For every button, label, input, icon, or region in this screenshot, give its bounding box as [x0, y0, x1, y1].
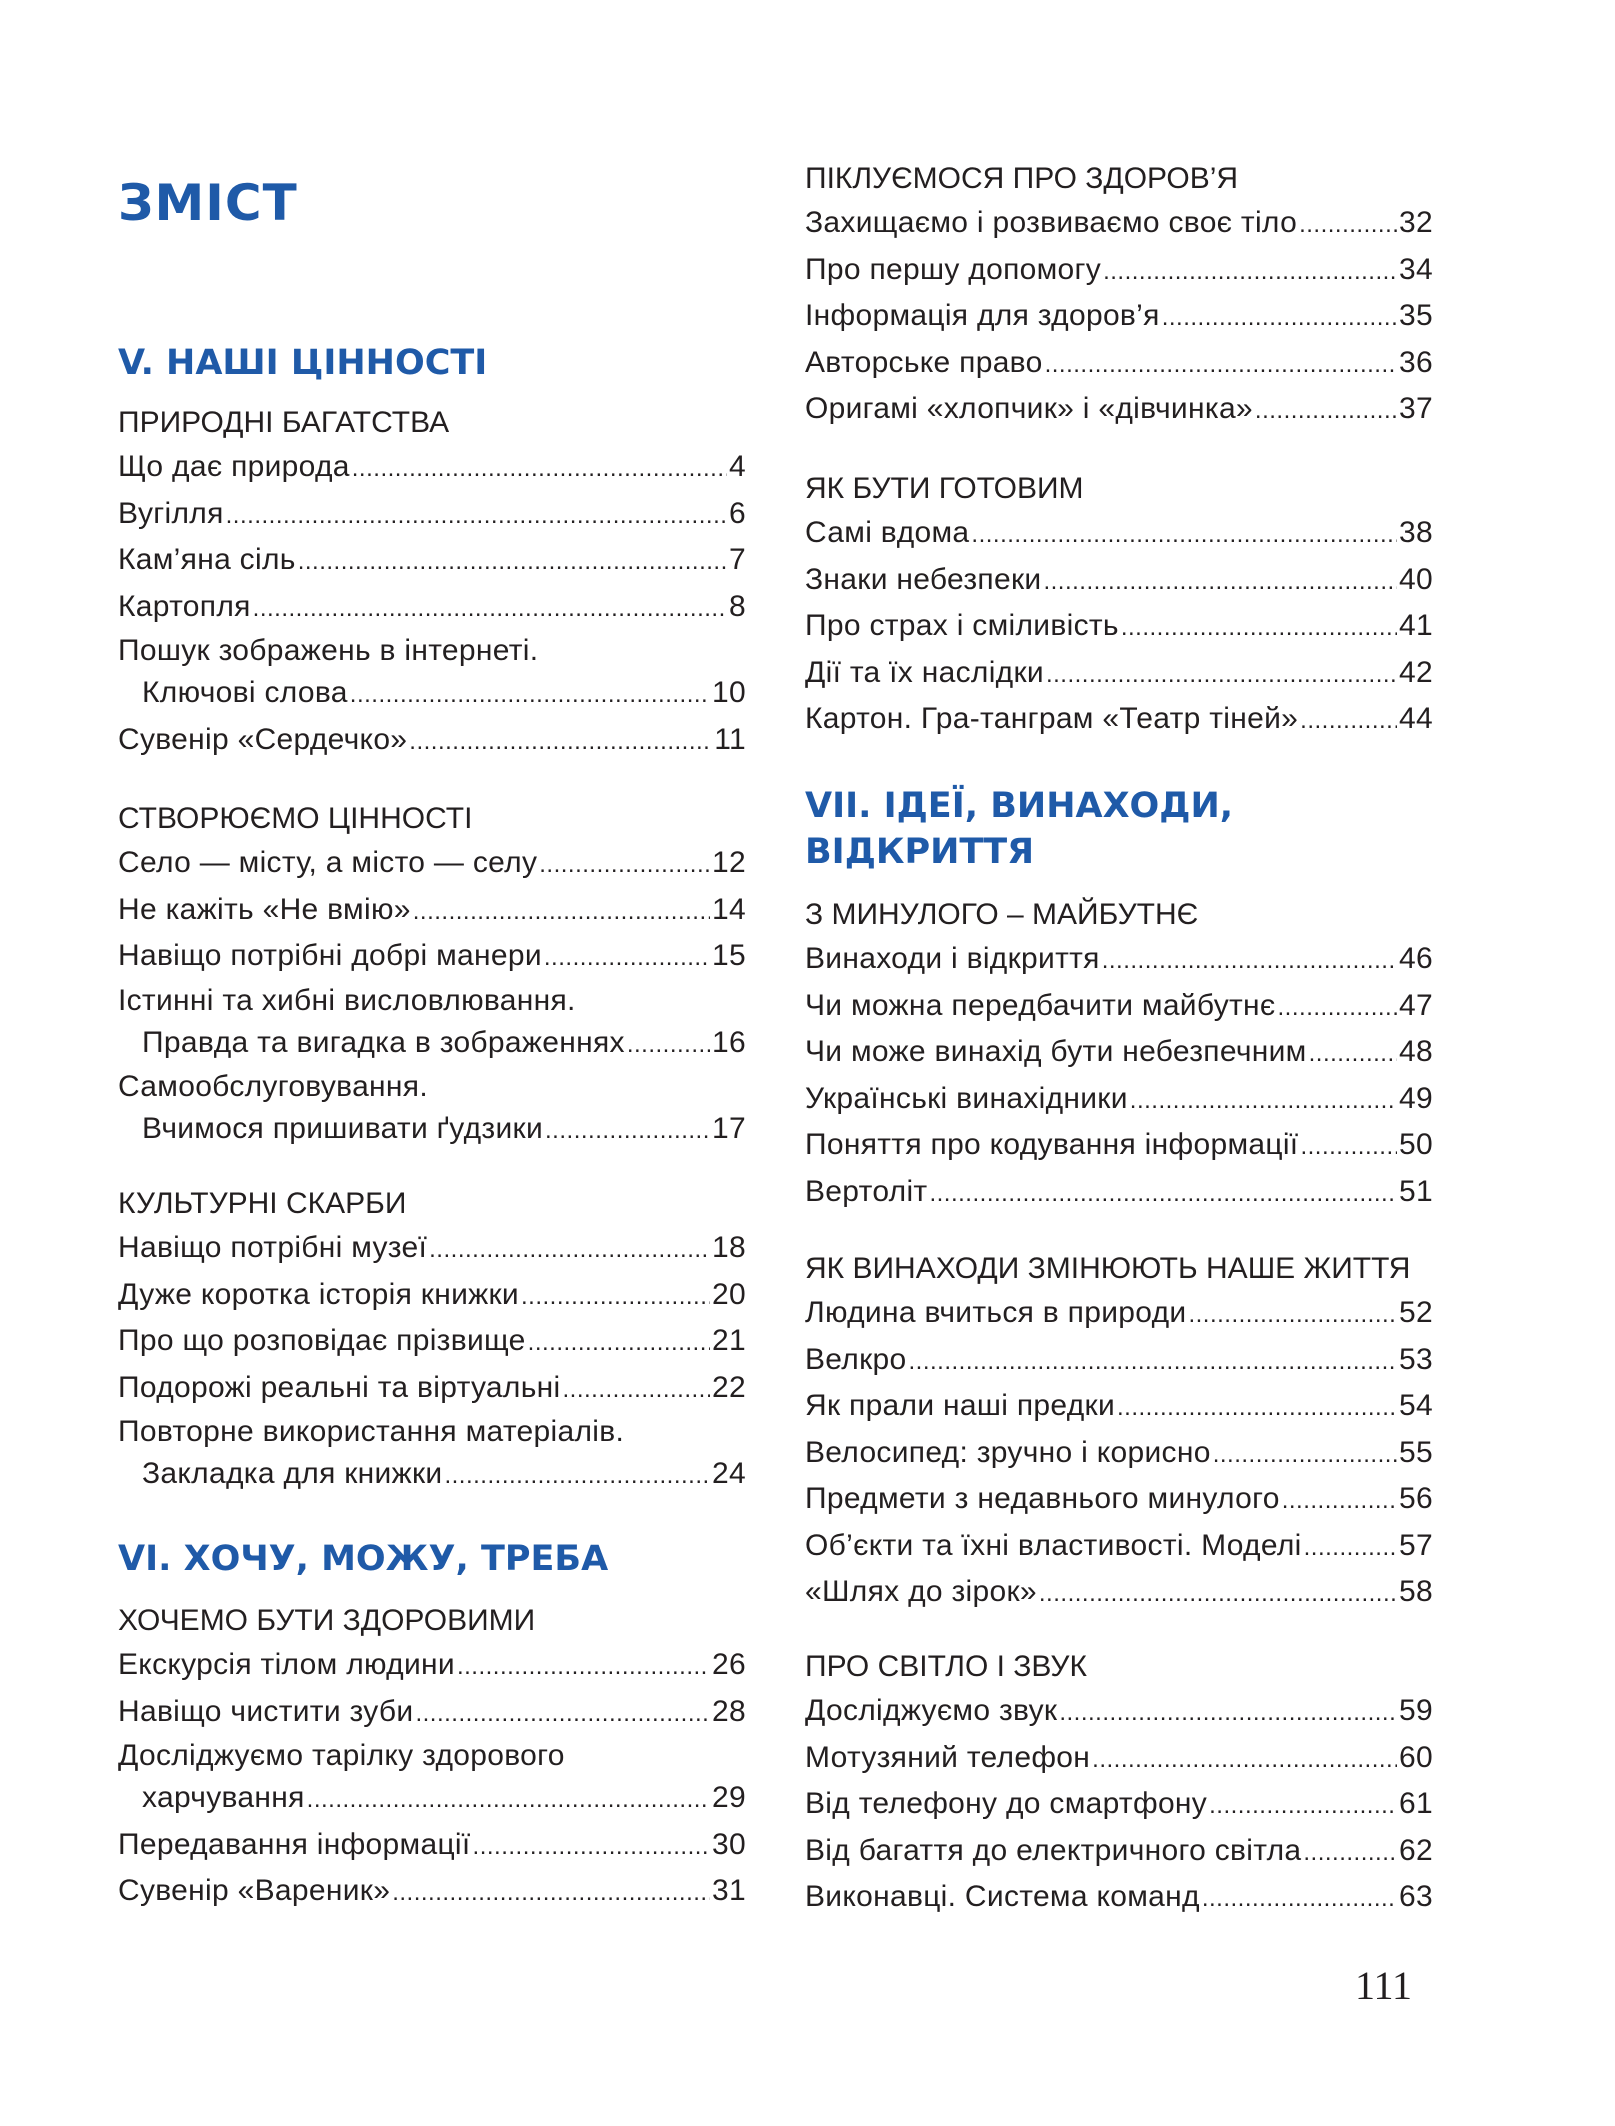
entry-page: 54: [1399, 1389, 1433, 1422]
entry-page: 17: [712, 1112, 746, 1145]
toc-entry[interactable]: [805, 1431, 1433, 1478]
entry-page: 36: [1399, 345, 1433, 379]
section-want-to-be-healthy: [118, 1599, 746, 1916]
entry-title: Людина вчиться в природи: [805, 1296, 1187, 1329]
entry-title: Закладка для книжки: [142, 1457, 443, 1490]
toc-entry[interactable]: [805, 1736, 1433, 1783]
toc-entry[interactable]: [805, 1570, 1433, 1617]
section-title: ЯК БУТИ ГОТОВИМ: [805, 472, 1084, 505]
entry-title: Екскурсія тілом людини: [118, 1648, 455, 1681]
dot-leader: [521, 1275, 710, 1320]
entry-title: Інформація для здоров’я: [805, 299, 1160, 332]
dot-leader: [444, 1454, 710, 1499]
entry-title: Українські винахідники: [805, 1081, 1128, 1115]
toc-entry[interactable]: [805, 697, 1433, 744]
dot-leader: [929, 1172, 1397, 1217]
entry-title: Передавання інформації: [118, 1827, 471, 1861]
dot-leader: [1188, 1293, 1397, 1338]
entry-title: Що дає природа: [118, 450, 350, 483]
entry-title: Кам’яна сіль: [118, 543, 296, 576]
entry-page: 42: [1399, 655, 1433, 689]
dot-leader: [1092, 1738, 1397, 1783]
entry-title: Про страх і сміливість: [805, 609, 1119, 642]
dot-leader: [1130, 1079, 1397, 1124]
entry-page: 59: [1399, 1694, 1433, 1727]
entry-page: 61: [1399, 1787, 1433, 1820]
dot-leader: [1103, 250, 1397, 295]
entry-title-line1: Повторне використання матеріалів.: [118, 1415, 625, 1448]
entry-page: 8: [729, 589, 746, 623]
entry-title-line1: Істинні та хибні висловлювання.: [118, 983, 576, 1017]
entry-title: Від телефону до смартфону: [805, 1787, 1208, 1820]
toc-entry[interactable]: [118, 1412, 746, 1499]
section-title: З МИНУЛОГО – МАЙБУТНЄ: [805, 898, 1199, 931]
entry-page: 20: [712, 1277, 746, 1311]
dot-leader: [298, 540, 727, 585]
toc-entry[interactable]: [118, 538, 746, 585]
part-vii: [805, 783, 1433, 887]
entry-page: 55: [1399, 1435, 1433, 1469]
entry-page: 12: [712, 846, 746, 879]
entry-title: Винаходи і відкриття: [805, 942, 1100, 975]
entry-title: харчування: [142, 1781, 305, 1814]
part-title-line1: VII. ІДЕЇ, ВИНАХОДИ,: [805, 786, 1234, 826]
toc-entry[interactable]: [805, 1170, 1433, 1217]
toc-entry[interactable]: [118, 631, 746, 718]
part-vi: [118, 1536, 746, 1594]
entry-page: 15: [712, 939, 746, 972]
toc-entry[interactable]: [805, 294, 1433, 341]
toc-entry[interactable]: [805, 1782, 1433, 1829]
dot-leader: [392, 1871, 710, 1916]
toc-entry[interactable]: [118, 585, 746, 632]
part-title-line2: ВІДКРИТТЯ: [805, 832, 1035, 872]
part-title: V. НАШІ ЦІННОСТІ: [118, 343, 488, 383]
entry-title: Вчимося пришивати ґудзики: [142, 1112, 544, 1145]
entry-title: Чи можна передбачити майбутнє: [805, 988, 1276, 1022]
dot-leader: [1209, 1784, 1397, 1829]
entry-title: Правда та вигадка в зображеннях: [142, 1025, 625, 1059]
dot-leader: [429, 1228, 710, 1273]
entry-title: Поняття про кодування інформації: [805, 1128, 1299, 1161]
dot-leader: [253, 587, 727, 632]
toc-entry[interactable]: [118, 934, 746, 981]
entry-title: Предмети з недавнього минулого: [805, 1482, 1280, 1515]
toc-entry[interactable]: [805, 511, 1433, 558]
toc-entry[interactable]: [118, 1823, 746, 1870]
section-title: ХОЧЕМО БУТИ ЗДОРОВИМИ: [118, 1604, 536, 1637]
entry-page: 7: [729, 543, 746, 576]
entry-page: 16: [712, 1025, 746, 1059]
page-title: ЗМІСТ: [118, 174, 298, 232]
entry-page: 48: [1399, 1035, 1433, 1068]
entry-title: Картон. Гра-танграм «Театр тіней»: [805, 702, 1299, 735]
section-title: ПРИРОДНІ БАГАТСТВА: [118, 406, 450, 439]
section-natural-wealth: [118, 401, 746, 764]
dot-leader: [539, 843, 710, 888]
entry-page: 62: [1399, 1833, 1433, 1867]
toc-entry[interactable]: [805, 1829, 1433, 1876]
page-number: 111: [1355, 1963, 1413, 2008]
entry-page: 18: [712, 1231, 746, 1264]
entry-page: 6: [729, 496, 746, 530]
dot-leader: [352, 447, 727, 492]
entry-page: 52: [1399, 1296, 1433, 1329]
toc-entry[interactable]: [805, 1291, 1433, 1338]
entry-title: Дуже коротка історія книжки: [118, 1277, 519, 1311]
toc-entry[interactable]: [805, 604, 1433, 651]
entry-page: 21: [712, 1324, 746, 1357]
dot-leader: [1043, 560, 1397, 605]
toc-entry[interactable]: [118, 1736, 746, 1823]
entry-page: 47: [1399, 988, 1433, 1022]
section-title: КУЛЬТУРНІ СКАРБИ: [118, 1187, 407, 1220]
entry-page: 26: [712, 1648, 746, 1681]
dot-leader: [1162, 296, 1397, 341]
section-from-past-future: [805, 893, 1433, 1216]
toc-entry[interactable]: [805, 1030, 1433, 1077]
dot-leader: [1278, 986, 1398, 1031]
dot-leader: [562, 1368, 710, 1413]
entry-title: Сувенір «Вареник»: [118, 1874, 391, 1907]
entry-page: 29: [712, 1781, 746, 1814]
section-title: ПІКЛУЄМОСЯ ПРО ЗДОРОВ’Я: [805, 162, 1239, 195]
toc-entry[interactable]: [805, 984, 1433, 1031]
dot-leader: [528, 1321, 710, 1366]
toc-entry[interactable]: [118, 718, 746, 765]
dot-leader: [544, 936, 710, 981]
entry-title-line1: Досліджуємо тарілку здорового: [118, 1739, 565, 1772]
toc-entry[interactable]: [805, 651, 1433, 698]
section-how-to-be-ready: [805, 467, 1433, 744]
entry-page: 60: [1399, 1740, 1433, 1774]
entry-title: Як прали наші предки: [805, 1389, 1115, 1422]
entry-title: Ключові слова: [142, 676, 348, 709]
entry-page: 49: [1399, 1081, 1433, 1115]
entry-page: 28: [712, 1694, 746, 1728]
entry-page: 14: [712, 892, 746, 926]
entry-title: Оригамі «хлопчик» і «дівчинка»: [805, 392, 1253, 425]
dot-leader: [971, 513, 1397, 558]
entry-page: 58: [1399, 1575, 1433, 1608]
entry-title: Досліджуємо звук: [805, 1694, 1058, 1727]
dot-leader: [1282, 1479, 1397, 1524]
entry-page: 11: [714, 722, 746, 756]
toc-entry[interactable]: [118, 1690, 746, 1737]
toc-entry[interactable]: [118, 888, 746, 935]
toc-entry[interactable]: [805, 1077, 1433, 1124]
entry-page: 37: [1399, 392, 1433, 425]
dot-leader: [1299, 203, 1397, 248]
entry-title: Знаки небезпеки: [805, 562, 1042, 596]
toc-entry[interactable]: [118, 1869, 746, 1916]
entry-page: 44: [1399, 702, 1433, 735]
entry-page: 34: [1399, 252, 1433, 286]
toc-entry[interactable]: [805, 387, 1433, 434]
entry-title: Сувенір «Сердечко»: [118, 722, 408, 756]
part-v: [118, 340, 746, 398]
entry-page: 35: [1399, 299, 1433, 332]
entry-page: 4: [729, 450, 746, 483]
toc-entry[interactable]: [805, 1524, 1433, 1571]
entry-page: 63: [1399, 1880, 1433, 1913]
dot-leader: [1045, 343, 1397, 388]
toc-entry[interactable]: [805, 1338, 1433, 1385]
dot-leader: [1117, 1386, 1397, 1431]
entry-title: Самі вдома: [805, 516, 970, 549]
entry-page: 46: [1399, 942, 1433, 975]
entry-page: 53: [1399, 1342, 1433, 1376]
dot-leader: [1255, 389, 1397, 434]
entry-title: Авторське право: [805, 345, 1043, 379]
section-light-and-sound: [805, 1645, 1433, 1922]
section-title: ПРО СВІТЛО І ЗВУК: [805, 1650, 1087, 1683]
entry-title: Чи може винахід бути небезпечним: [805, 1035, 1307, 1068]
dot-leader: [350, 673, 710, 718]
toc-entry[interactable]: [118, 981, 746, 1068]
entry-title: Об’єкти та їхні властивості. Моделі: [805, 1528, 1302, 1562]
toc-entry[interactable]: [118, 1226, 746, 1273]
part-title: VI. ХОЧУ, МОЖУ, ТРЕБА: [118, 1539, 609, 1579]
toc-entry[interactable]: [805, 248, 1433, 295]
toc-entry[interactable]: [118, 1319, 746, 1366]
dot-leader: [1059, 1691, 1397, 1736]
dot-leader: [545, 1109, 710, 1154]
toc-entry[interactable]: [805, 1689, 1433, 1736]
dot-leader: [1300, 1125, 1397, 1170]
dot-leader: [307, 1778, 710, 1823]
entry-page: 10: [712, 676, 746, 709]
toc-entry[interactable]: [118, 492, 746, 539]
entry-title: Велкро: [805, 1342, 907, 1376]
section-inventions-change-life: [805, 1247, 1433, 1617]
dot-leader: [1202, 1877, 1397, 1922]
toc-entry[interactable]: [118, 1273, 746, 1320]
section-title: СТВОРЮЄМО ЦІННОСТІ: [118, 802, 473, 835]
entry-page: 57: [1399, 1528, 1433, 1562]
entry-title: Дії та їх наслідки: [805, 655, 1044, 689]
entry-page: 56: [1399, 1482, 1433, 1515]
dot-leader: [409, 720, 712, 765]
dot-leader: [1303, 1831, 1397, 1876]
entry-title: Про що розповідає прізвище: [118, 1324, 526, 1357]
entry-title-line1: Самообслуговування.: [118, 1070, 428, 1103]
entry-page: 24: [712, 1457, 746, 1490]
entry-title: Подорожі реальні та віртуальні: [118, 1370, 561, 1404]
entry-page: 30: [712, 1827, 746, 1861]
toc-entry[interactable]: [805, 558, 1433, 605]
dot-leader: [1046, 653, 1397, 698]
entry-page: 31: [712, 1874, 746, 1907]
entry-title: Виконавці. Система команд: [805, 1880, 1200, 1913]
toc-entry[interactable]: [805, 341, 1433, 388]
entry-page: 32: [1399, 206, 1433, 239]
toc-entry[interactable]: [805, 1123, 1433, 1170]
toc-entry[interactable]: [805, 201, 1433, 248]
dot-leader: [1039, 1572, 1397, 1617]
entry-title: Не кажіть «Не вмію»: [118, 892, 411, 926]
entry-page: 40: [1399, 562, 1433, 596]
entry-title: Захищаємо і розвиваємо своє тіло: [805, 206, 1298, 239]
entry-title: Мотузяний телефон: [805, 1740, 1091, 1774]
toc-entry[interactable]: [805, 937, 1433, 984]
dot-leader: [1102, 939, 1397, 984]
entry-title: «Шлях до зірок»: [805, 1575, 1037, 1608]
dot-leader: [413, 890, 710, 935]
entry-title: Навіщо потрібні музеї: [118, 1231, 428, 1264]
dot-leader: [473, 1825, 710, 1870]
entry-page: 51: [1399, 1174, 1433, 1208]
entry-title: Картопля: [118, 589, 251, 623]
entry-title: Навіщо потрібні добрі манери: [118, 939, 542, 972]
toc-entry[interactable]: [805, 1384, 1433, 1431]
entry-title: Село — місту, а місто — селу: [118, 846, 538, 879]
dot-leader: [1300, 699, 1397, 744]
toc-entry[interactable]: [118, 1366, 746, 1413]
dot-leader: [226, 494, 727, 539]
entry-page: 22: [712, 1370, 746, 1404]
section-creating-values: [118, 797, 746, 1154]
dot-leader: [1304, 1526, 1397, 1571]
entry-title: Навіщо чистити зуби: [118, 1694, 414, 1728]
toc-entry[interactable]: [118, 1643, 746, 1690]
section-caring-for-health: [805, 157, 1433, 434]
dot-leader: [457, 1645, 710, 1690]
dot-leader: [415, 1692, 710, 1737]
entry-title: Вертоліт: [805, 1174, 928, 1208]
dot-leader: [909, 1340, 1398, 1385]
toc-entry[interactable]: [118, 445, 746, 492]
entry-page: 50: [1399, 1128, 1433, 1161]
toc-entry[interactable]: [118, 841, 746, 888]
entry-title: Про першу допомогу: [805, 252, 1102, 286]
toc-entry[interactable]: [118, 1067, 746, 1154]
entry-title: Велосипед: зручно і корисно: [805, 1435, 1211, 1469]
entry-title: Від багаття до електричного світла: [805, 1833, 1302, 1867]
toc-entry[interactable]: [805, 1477, 1433, 1524]
entry-page: 41: [1399, 609, 1433, 642]
entry-title-line1: Пошук зображень в інтернеті.: [118, 634, 539, 667]
dot-leader: [627, 1023, 710, 1068]
dot-leader: [1213, 1433, 1397, 1478]
section-title: ЯК ВИНАХОДИ ЗМІНЮЮТЬ НАШЕ ЖИТТЯ: [805, 1252, 1411, 1285]
toc-entry[interactable]: [805, 1875, 1433, 1922]
entry-title: Вугілля: [118, 496, 224, 530]
section-cultural-treasures: [118, 1182, 746, 1499]
entry-page: 38: [1399, 516, 1433, 549]
dot-leader: [1309, 1032, 1397, 1077]
dot-leader: [1121, 606, 1397, 651]
